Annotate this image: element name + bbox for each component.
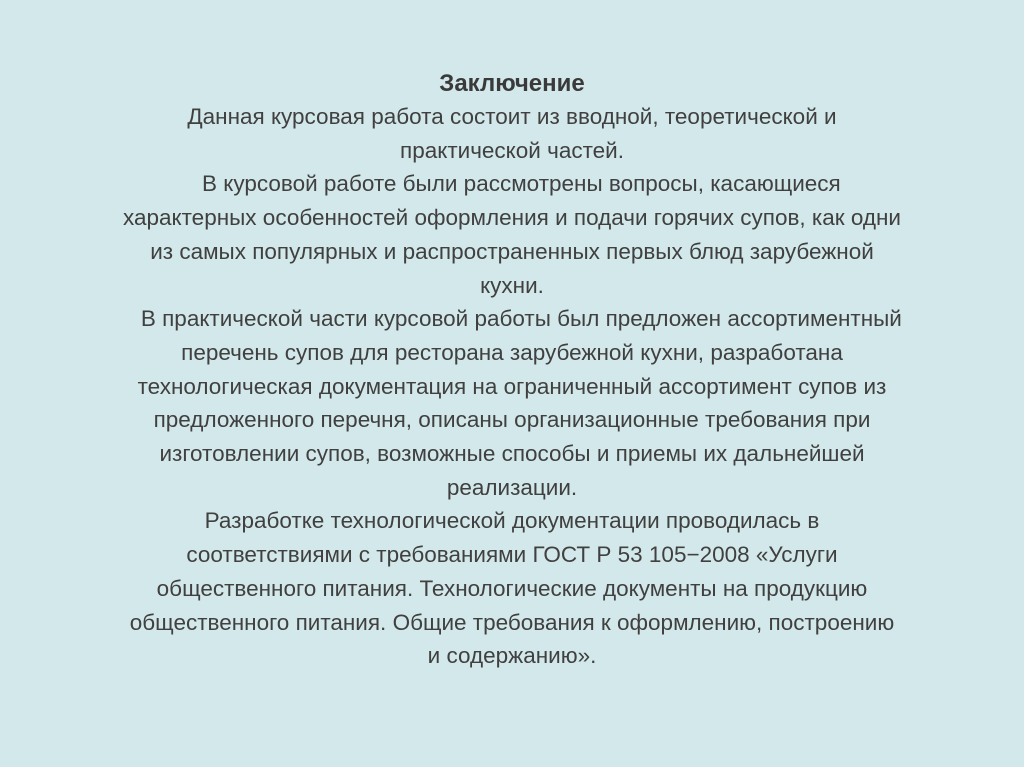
text-line: Разработке технологической документации проводилась в	[204, 508, 820, 534]
text-line: и содержанию».	[427, 643, 597, 669]
text-line: предложенного перечня, описаны организационные требования при	[153, 407, 871, 433]
text-line: практической частей.	[400, 137, 624, 163]
text-line: из самых популярных и распространенных первых блюд зарубежной	[150, 238, 874, 264]
text-line: общественного питания. Общие требования к оформлению, построению	[129, 609, 895, 635]
text-line: В курсовой работе были рассмотрены вопросы, касающиеся	[183, 171, 841, 197]
text-line: соответствиями с требованиями ГОСТ Р 53 105−2008 «Услуги	[186, 542, 838, 568]
slide-title: Заключение	[439, 70, 585, 97]
text-line: характерных особенностей оформления и подачи горячих супов, как одни	[123, 205, 901, 231]
text-line: реализации.	[446, 474, 578, 500]
text-line: технологическая документация на ограниченный ассортимент супов из	[137, 373, 887, 399]
conclusion-text	[40, 100, 984, 673]
text-line: Данная курсовая работа состоит из вводной, теоретической и	[187, 104, 837, 129]
text-line: В практической части курсовой работы был предложен ассортиментный	[122, 306, 902, 332]
text-line: кухни.	[480, 272, 544, 298]
text-line: общественного питания. Технологические документы на продукцию	[156, 575, 868, 601]
text-line: изготовлении супов, возможные способы и приемы их дальнейшей	[159, 441, 865, 467]
slide-body	[40, 68, 984, 673]
text-line: перечень супов для ресторана зарубежной кухни, разработана	[181, 339, 843, 365]
